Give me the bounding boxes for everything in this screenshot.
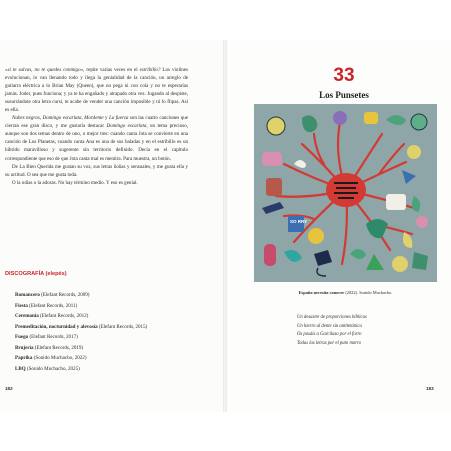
discography-item — [15, 332, 147, 343]
italic-text: Domingo escarlata — [106, 123, 147, 130]
chapter-title: Los Punsetes — [319, 90, 369, 100]
album-title: Brujería — [15, 344, 34, 351]
album-info: (Sonido Muchacho, 2022) — [32, 355, 87, 361]
text-run: O la odias o la adoras. No hay término medio. Y eso es genial. — [12, 179, 138, 186]
discography-item — [15, 364, 147, 375]
discography-item — [15, 290, 147, 301]
italic-text: Nubes negras, Domingo escarlata, Mordente — [12, 115, 104, 122]
album-info: (Elefant Records, 2017) — [28, 334, 78, 340]
verse-line: Un hierro al dente sin antitetánica — [297, 323, 362, 329]
body-paragraph — [5, 66, 188, 114]
album-art-svg — [254, 104, 437, 282]
verse-line: Todas las letras por el puto morro — [297, 340, 361, 346]
text-run: De La Bien Querida me gustan su voz, sus letras ñoñas y sensuales, y me gusta ella y su actitud. O sea que me gusta toda. — [5, 163, 188, 178]
text-run: son las cuatro canciones que cierran ese gran disco, y me gustaría destacar — [5, 115, 188, 130]
discography-heading: DISCOGRAFÍA (elepés) — [5, 271, 67, 277]
artwork-label: SO RRY — [290, 219, 308, 224]
album-info: (Elefant Records, 2009) — [39, 292, 90, 298]
book-gutter — [223, 40, 227, 412]
discography-item — [15, 322, 147, 333]
album-info: (Sonido Muchacho, 2025) — [25, 365, 80, 372]
album-title: Ceremonia — [15, 313, 39, 319]
discography-list — [15, 290, 147, 374]
body-paragraph — [5, 114, 188, 162]
discography-item — [15, 353, 147, 364]
album-title: Fuego — [15, 334, 29, 340]
text-run: , un tema precioso, aunque son dos temas dentro de uno, o mejor tres: cuando canta Jota se convierte en una canción de Los Planetas, cuando canta Ana es una de sus baladas y en el estribillo es un híbrido maravilloso y sugerente sin territorio definido. Decía en el capítulo correspondiente que eso de que Jota canta mal es mentira. Para muestra, un botón. — [5, 123, 188, 162]
album-title: LBQ — [15, 365, 26, 372]
album-title: Paprika — [15, 355, 33, 361]
discography-item — [15, 311, 147, 322]
italic-text: estribillo? — [139, 67, 161, 73]
body-paragraph — [5, 179, 188, 187]
page-number-right: 183 — [426, 386, 434, 391]
album-info: (Elefant Records, 2019) — [33, 344, 84, 351]
album-title: Premeditación, nocturnidad y alevosía — [15, 323, 98, 330]
album-cover-illustration — [254, 104, 437, 282]
discography-item — [15, 343, 147, 354]
text-run: , repite varias veces en el — [83, 67, 140, 73]
album-title: Fiesta — [15, 302, 28, 309]
text-run: Los violines evolucionan, lo van llenando todo y llega la genialidad de la canción, un arreglo de guitarra eléctrica a lo Brian May (Queen), que no pega ni con cola y no te esperarías jamás. Joder, pues funciona; y ya te ha engañado y atrapado otra vez. Jugando al despiste, susurrándote otra letra cursi, te acabe de vender una canción imposible y tú lo flipas. Así es ella. — [5, 67, 188, 114]
album-info: (Elefant Records, 2012) — [38, 313, 89, 319]
album-title: Romancero — [15, 292, 40, 298]
italic-text: «si te salvas, no te quedes conmigo» — [5, 67, 84, 73]
lyrics-verse — [297, 314, 367, 348]
italic-text: La fuerza — [109, 115, 129, 122]
page-number-left: 182 — [5, 386, 13, 391]
verse-line: Un desastre de proporciones bíblicas — [297, 315, 367, 320]
verse-line: Os pasáis a Garcilaso por el forro — [297, 332, 362, 337]
album-info: (Elefant Records, 2011) — [27, 302, 78, 309]
body-text — [5, 66, 188, 187]
album-info: (Elefant Records, 2015) — [97, 323, 148, 330]
text-run: y — [103, 115, 110, 122]
chapter-number: 33 — [333, 65, 355, 86]
caption-details: (2022). Sonido Muchacho. — [344, 290, 393, 295]
discography-item — [15, 301, 147, 312]
body-paragraph — [5, 163, 188, 179]
figure-caption — [254, 290, 437, 295]
caption-album-title: España necesita conocer — [298, 290, 345, 295]
